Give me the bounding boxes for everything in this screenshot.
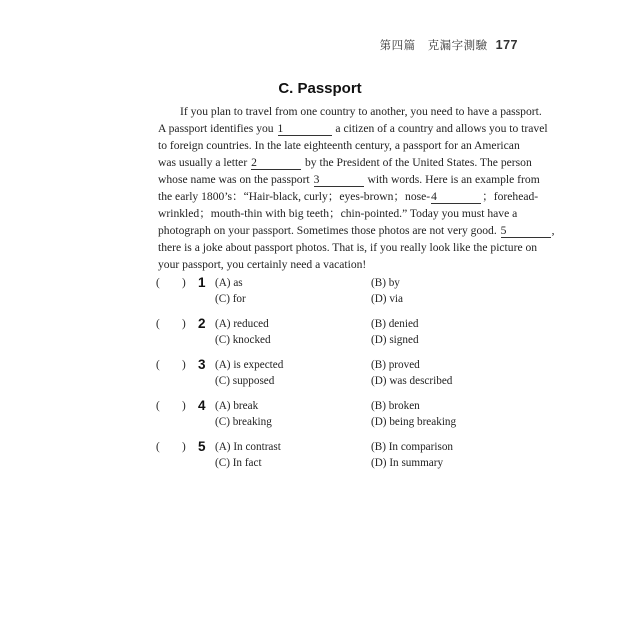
passage-text-segment: by the President of the United States. The person (302, 156, 532, 169)
section-title: 第四篇 克漏字測驗 (379, 38, 488, 52)
option-b: (B) In comparison (371, 441, 454, 453)
option-c: (C) supposed (215, 375, 275, 387)
question-item (156, 316, 476, 357)
passage-text (158, 103, 555, 273)
answer-blank-1: 1 (278, 123, 332, 136)
option-c: (C) In fact (215, 457, 262, 469)
passage-text-segment: ；forehead- (482, 190, 539, 203)
passage-line (158, 256, 514, 273)
running-head (380, 37, 518, 53)
option-a: (A) is expected (215, 359, 284, 371)
option-c: (C) for (215, 293, 246, 305)
passage-line (158, 222, 555, 239)
question-number: 5 (198, 439, 206, 454)
answer-blank-4: 4 (431, 191, 481, 204)
passage-line (158, 239, 538, 256)
paren-close: ) (182, 277, 186, 289)
answer-blank-2: 2 (251, 157, 301, 170)
question-list (156, 275, 476, 480)
passage-text-segment: the early 1800’s：“Hair-black, curly；eyes-brown；nose- (158, 190, 431, 203)
passage-text-segment: was usually a letter (158, 156, 251, 169)
question-number: 2 (198, 316, 206, 331)
paren-open: ( (156, 318, 160, 330)
paren-close: ) (182, 441, 186, 453)
passage-text-segment: If you plan to travel from one country to another, you need to have a passport. (180, 105, 542, 118)
question-item (156, 275, 476, 316)
passage-text-segment: photograph on your passport. Sometimes those photos are not very good. (158, 224, 500, 237)
option-d: (D) In summary (371, 457, 444, 469)
passage-text-segment: wrinkled；mouth-thin with big teeth；chin-pointed.” Today you must have a (158, 207, 518, 220)
passage-line (158, 171, 540, 188)
option-b: (B) proved (371, 359, 420, 371)
passage-text-segment: there is a joke about passport photos. That is, if you really look like the picture on (158, 241, 538, 254)
paren-open: ( (156, 277, 160, 289)
option-b: (B) broken (371, 400, 420, 412)
passage-line (158, 137, 520, 154)
option-a: (A) reduced (215, 318, 269, 330)
option-b: (B) denied (371, 318, 419, 330)
option-a: (A) as (215, 277, 243, 289)
paren-close: ) (182, 400, 186, 412)
option-c: (C) breaking (215, 416, 272, 428)
option-d: (D) via (371, 293, 403, 305)
paren-close: ) (182, 359, 186, 371)
passage-line (158, 120, 548, 137)
passage-text-segment: A passport identifies you (158, 122, 277, 135)
question-number: 4 (198, 398, 206, 413)
paren-open: ( (156, 400, 160, 412)
option-b: (B) by (371, 277, 400, 289)
passage-text-segment: with words. Here is an example from (364, 173, 540, 186)
passage-line (158, 154, 532, 171)
paren-open: ( (156, 359, 160, 371)
answer-blank-3: 3 (314, 174, 364, 187)
option-d: (D) being breaking (371, 416, 457, 428)
paren-open: ( (156, 441, 160, 453)
option-d: (D) signed (371, 334, 419, 346)
answer-blank-5: 5 (501, 225, 551, 238)
passage-text-segment: to foreign countries. In the late eighteenth century, a passport for an American (158, 139, 520, 152)
paren-close: ) (182, 318, 186, 330)
option-d: (D) was described (371, 375, 453, 387)
passage-text-segment: your passport, you certainly need a vacation! (158, 258, 367, 271)
passage-line (158, 188, 539, 205)
passage-line (158, 103, 542, 120)
passage-text-segment: , (551, 224, 555, 237)
option-a: (A) In contrast (215, 441, 281, 453)
option-c: (C) knocked (215, 334, 271, 346)
page-number: 177 (495, 38, 518, 52)
question-number: 3 (198, 357, 206, 372)
passage-text-segment: a citizen of a country and allows you to travel (332, 122, 548, 135)
passage-text-segment: whose name was on the passport (158, 173, 313, 186)
question-item (156, 439, 476, 480)
passage-title: C. Passport (278, 80, 362, 97)
question-item (156, 398, 476, 439)
question-item (156, 357, 476, 398)
passage-line (158, 205, 518, 222)
question-number: 1 (198, 275, 206, 290)
option-a: (A) break (215, 400, 259, 412)
